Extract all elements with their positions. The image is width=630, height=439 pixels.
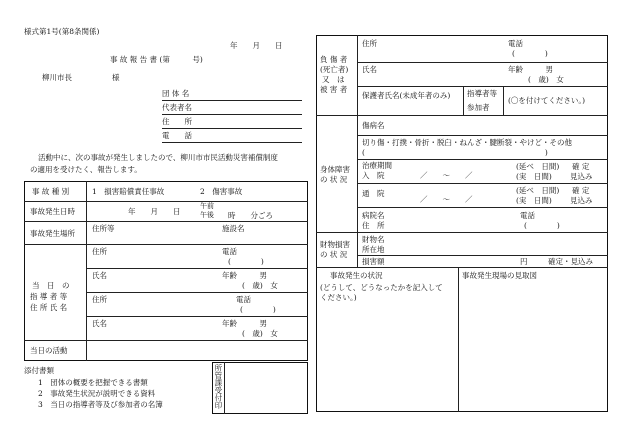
damage-amount-label: 損害額 — [362, 257, 385, 266]
situation-title: 事故発生の状況 — [330, 271, 383, 280]
applicant-phone-label: 電 話 — [162, 131, 192, 140]
body-injury-label-1: 身体障害 — [320, 165, 350, 174]
hospital-address-label: 住 所 — [362, 221, 385, 230]
injured-label-2: (死亡者) — [320, 65, 349, 74]
intro-line-1: 活動中に、次の事故が発生しましたので、柳川市市民活動災害補償制度 — [38, 153, 278, 162]
leader-label-2: 指 導 者 等 — [30, 292, 68, 301]
role-participant-option[interactable]: 参加者 — [467, 103, 490, 112]
injury-types[interactable]: 切り傷・打撲・骨折・脱臼・ねんざ・腱断裂・やけど・その他 — [362, 138, 572, 147]
injured-sex: ( 歳) 女 — [528, 75, 564, 84]
leader-phone-label: 電話 — [222, 247, 237, 256]
outpatient-actual-days: (実 日間) — [516, 196, 552, 205]
receipt-stamp-box — [212, 362, 308, 414]
outpatient-total-days: (延べ 日間) — [516, 186, 560, 195]
representative-label: 代表者名 — [162, 103, 192, 112]
accident-datetime-label: 事故発生日時 — [30, 207, 75, 216]
outpatient-range: ／ ～ ／ — [420, 195, 473, 204]
inpatient-total-days: (延べ 日間) — [516, 162, 560, 171]
outpatient-label: 通 院 — [362, 189, 385, 198]
guardian-name-label: 保護者氏名(未成年者のみ) — [362, 91, 451, 100]
property-name-label: 財物名 — [362, 235, 385, 244]
injured-label-3: 又 は — [322, 75, 345, 84]
injured-phone-label: 電話 — [508, 39, 523, 48]
group-name-label: 団 体 名 — [162, 89, 190, 98]
page-title: 事 故 報 告 書 (第 号) — [110, 55, 203, 64]
applicant-address-label: 住 所 — [162, 117, 192, 126]
property-label-2: の 状 況 — [320, 250, 348, 259]
leader-phone-paren: ( ) — [228, 257, 264, 266]
receipt-stamp-label: 所管課受付印 — [213, 364, 223, 409]
situation-hint-1: (どうして、どうなったかを記入して — [320, 283, 443, 292]
injured-label-1: 負 傷 者 — [320, 55, 348, 64]
right-table — [316, 35, 608, 412]
place-address-label: 住所等 — [92, 224, 115, 233]
accident-type-option-2[interactable]: 2 傷害事故 — [200, 187, 243, 196]
attachment-item-1: 1 団体の概要を把握できる書類 — [38, 378, 148, 387]
attachments-title: 添付書類 — [24, 366, 54, 375]
injury-other-paren: ( ) — [362, 148, 548, 157]
inpatient-label: 入 院 — [362, 171, 385, 180]
role-note: (〇を付けてください。) — [508, 96, 586, 105]
intro-line-2: の適用を受けたく、報告します。 — [30, 165, 142, 174]
injured-label-4: 被 害 者 — [320, 85, 348, 94]
injury-name-label: 傷病名 — [362, 121, 385, 130]
leader-phone-label-2: 電話 — [236, 295, 251, 304]
hospital-phone-paren: ( ) — [524, 221, 560, 230]
leader-sex-1: ( 歳) 女 — [242, 281, 278, 290]
outpatient-confirmed: 確 定 — [572, 186, 590, 195]
leader-address-label-2: 住所 — [92, 295, 107, 304]
leader-age-2: 年齢 男 — [222, 319, 267, 328]
treatment-period-label: 治療期間 — [362, 161, 392, 170]
am-option[interactable]: 午前 — [200, 202, 214, 210]
situation-hint-2: ください。) — [320, 293, 357, 302]
leader-label-1: 当 日 の — [32, 281, 70, 290]
role-leader-option[interactable]: 指導者等 — [467, 89, 497, 98]
attachment-item-2: 2 事故発生状況が説明できる資料 — [38, 389, 156, 398]
injured-address-label: 住所 — [362, 39, 377, 48]
injured-name-label: 氏名 — [362, 65, 377, 74]
form-number: 様式第1号(第8条関係) — [24, 27, 100, 36]
pm-option[interactable]: 午後 — [200, 211, 214, 219]
inpatient-range: ／ ～ ／ — [420, 171, 473, 180]
leader-address-label: 住所 — [92, 247, 107, 256]
leader-phone-paren-2: ( ) — [240, 305, 276, 314]
property-label-1: 財物損害 — [320, 240, 350, 249]
hospital-phone-label: 電話 — [520, 211, 535, 220]
leader-sex-2: ( 歳) 女 — [242, 329, 278, 338]
accident-time[interactable]: 時 分ごろ — [228, 211, 273, 220]
leader-age-1: 年齢 男 — [222, 271, 267, 280]
applicant-address-field[interactable] — [162, 118, 302, 129]
inpatient-expected: 見込み — [570, 172, 593, 181]
outpatient-expected: 見込み — [570, 196, 593, 205]
accident-type-label: 事 故 種 別 — [32, 187, 70, 196]
attachment-item-3: 3 当日の指導者等及び参加者の名簿 — [38, 400, 163, 409]
body-injury-label-2: の 状 況 — [320, 175, 348, 184]
damage-status: 確定・見込み — [548, 257, 593, 266]
activity-label: 当日の活動 — [30, 346, 68, 355]
sketch-title: 事故発生現場の見取図 — [462, 271, 537, 280]
group-name-field[interactable] — [162, 90, 302, 101]
accident-type-option-1[interactable]: 1 損害賠償責任事故 — [92, 187, 165, 196]
injured-phone-paren: ( ) — [512, 49, 548, 58]
representative-field[interactable] — [162, 104, 302, 115]
leader-label-3: 住 所 氏 名 — [30, 303, 68, 312]
property-location-label: 所在地 — [362, 245, 385, 254]
damage-yen: 円 — [520, 257, 528, 266]
leader-name-label-1: 氏名 — [92, 271, 107, 280]
addressee-honorific: 様 — [112, 73, 120, 82]
facility-name-label: 施設名 — [222, 224, 245, 233]
report-date: 年 月 日 — [230, 41, 283, 50]
applicant-phone-field[interactable] — [162, 132, 302, 143]
injured-age: 年齢 男 — [508, 65, 553, 74]
addressee: 柳川市長 — [42, 73, 72, 82]
accident-place-label: 事故発生場所 — [30, 229, 75, 238]
inpatient-confirmed: 確 定 — [572, 162, 590, 171]
inpatient-actual-days: (実 日間) — [516, 172, 552, 181]
hospital-name-label: 病院名 — [362, 211, 385, 220]
leader-name-label-2: 氏名 — [92, 319, 107, 328]
accident-date[interactable]: 年 月 日 — [128, 207, 181, 216]
